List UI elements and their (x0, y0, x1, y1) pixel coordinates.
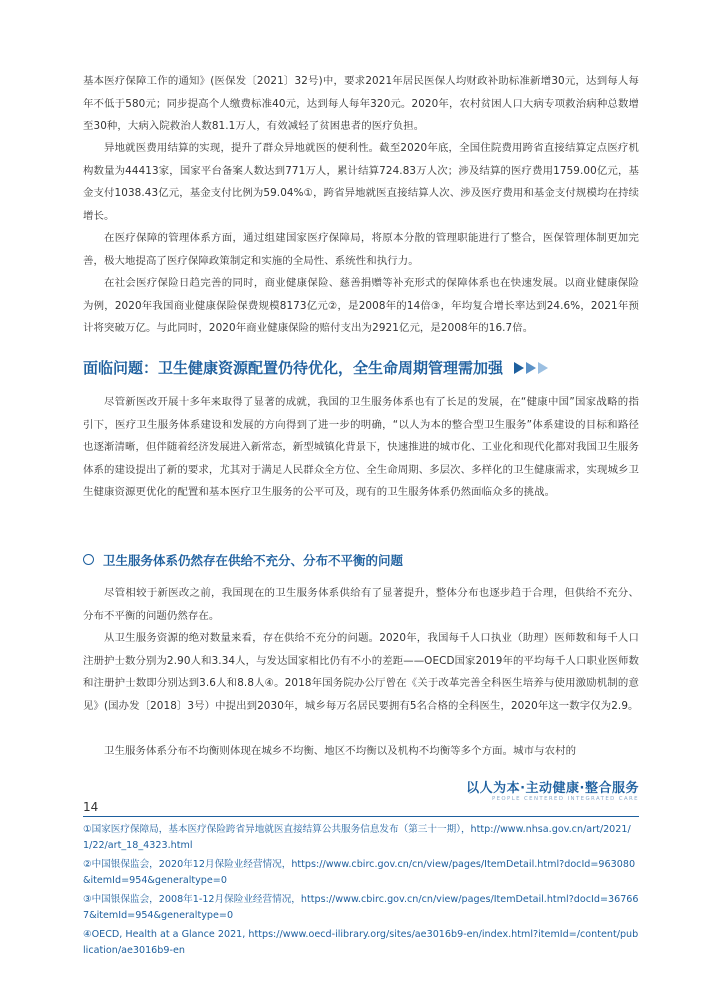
body-paragraph-4: 在社会医疗保险日趋完善的同时，商业健康保险、慈善捐赠等补充形式的保障体系也在快速发展。以商业健康保险为例，2020年我国商业健康保险保费规模8173亿元②，是2008年的14倍③，年均复合增长率达到24.6%，2021年预计将突破万亿。与此同时，2020年商业健康保险的赔付支出为2921亿元，是2008年的16.7倍。 (83, 277, 639, 334)
body-paragraph-6: 尽管相较于新医改之前，我国现在的卫生服务体系供给有了显著提升，整体分布也逐步趋于合理，但供给不充分、分布不平衡的问题仍然存在。 (83, 587, 639, 622)
footnote-4: ④OECD, Health at a Glance 2021, https://www.oecd-ilibrary.org/sites/ae3016b9-en/index.html?itemId=/content/publication/ae3016b9-en (83, 929, 639, 956)
body-paragraph-7: 从卫生服务资源的绝对数量来看，存在供给不充分的问题。2020年，我国每千人口执业（助理）医师数和每千人口注册护士数分别为2.90人和3.34人，与发达国家相比仍有不小的差距——OECD国家2019年的平均每千人口职业医师数和注册护士数即分别达到3.6人和8.8人④。2018年国务院办公厅曾在《关于改革完善全科医生培养与使用激励机制的意见》(国办发〔2018〕3号）中提出到2030年，城乡每万名居民要拥有5名合格的全科医生，2020年这一数字仅为2.9。 (83, 632, 639, 712)
body-paragraph-3: 在医疗保障的管理体系方面，通过组建国家医疗保障局，将原本分散的管理职能进行了整合，医保管理体制更加完善，极大地提高了医疗保障政策制定和实施的全局性、系统性和执行力。 (83, 232, 639, 267)
footnote-3: ③中国银保监会，2008年1-12月保险业经营情况，https://www.cbirc.gov.cn/cn/view/pages/ItemDetail.html?docId=367667&itemId=954&generaltype=0 (83, 894, 639, 921)
footnote-1: ①国家医疗保障局，基本医疗保险跨省异地就医直接结算公共服务信息发布（第三十一期），http://www.nhsa.gov.cn/art/2021/1/22/art_18_4323.html (83, 824, 631, 851)
page-number: 14 (83, 800, 99, 814)
footer-divider (83, 816, 639, 817)
circle-outline-icon (83, 554, 94, 565)
section-heading (83, 355, 639, 381)
sub-heading-text: 卫生服务体系仍然存在供给不充分、分布不平衡的问题 (103, 553, 404, 568)
body-paragraph-8: 卫生服务体系分布不均衡则体现在城乡不均衡、地区不均衡以及机构不均衡等多个方面。城市与农村的 (104, 745, 577, 757)
body-paragraph-1: 基本医疗保障工作的通知》(医保发〔2021〕32号)中，要求2021年居民医保人均财政补助标准新增30元，达到每人每年不低于580元；同步提高个人缴费标准40元，达到每人每年320元。2020年，农村贫困人口大病专项救治病种总数增至30种，大病入院救治人数81.1万人，有效减轻了贫困患者的医疗负担。 (83, 75, 639, 132)
section-heading-text: 面临问题：卫生健康资源配置仍待优化，全生命周期管理需加强 (83, 359, 504, 377)
footnote-2: ②中国银保监会，2020年12月保险业经营情况，https://www.cbirc.gov.cn/cn/view/pages/ItemDetail.html?docId=963080&itemId=954&generaltype=0 (83, 859, 636, 886)
body-paragraph-5: 尽管新医改开展十多年来取得了显著的成就，我国的卫生服务体系也有了长足的发展，在“健康中国”国家战略的指引下，医疗卫生服务体系建设和发展的方向得到了进一步的明确，“以人为本的整合型卫生服务”体系建设的目标和路径也逐渐清晰，但伴随着经济发展进入新常态，新型城镇化背景下，快速推进的城市化、工业化和现代化都对我国卫生服务体系的建设提出了新的要求，尤其对于满足人民群众全方位、全生命周期、多层次、多样化的卫生健康需求，实现城乡卫生健康资源更优化的配置和基本医疗卫生服务的公平可及，现有的卫生服务体系仍然面临众多的挑战。 (83, 396, 639, 498)
brand-slogan: 以人为本·主动健康·整合服务 (466, 781, 639, 796)
triple-triangle-arrow-icon (512, 355, 548, 381)
brand-slogan-english: PEOPLE CENTERED INTEGRATED CARE (491, 796, 639, 802)
body-paragraph-2: 异地就医费用结算的实现，提升了群众异地就医的便利性。截至2020年底，全国住院费用跨省直接结算定点医疗机构数量为44413家，国家平台备案人数达到771万人，累计结算724.83万人次；涉及结算的医疗费用1759.00亿元，基金支付1038.43亿元，基金支付比例为59.04%①，跨省异地就医直接结算人次、涉及医疗费用和基金支付规模均在持续增长。 (83, 142, 639, 222)
sub-heading (83, 550, 639, 572)
